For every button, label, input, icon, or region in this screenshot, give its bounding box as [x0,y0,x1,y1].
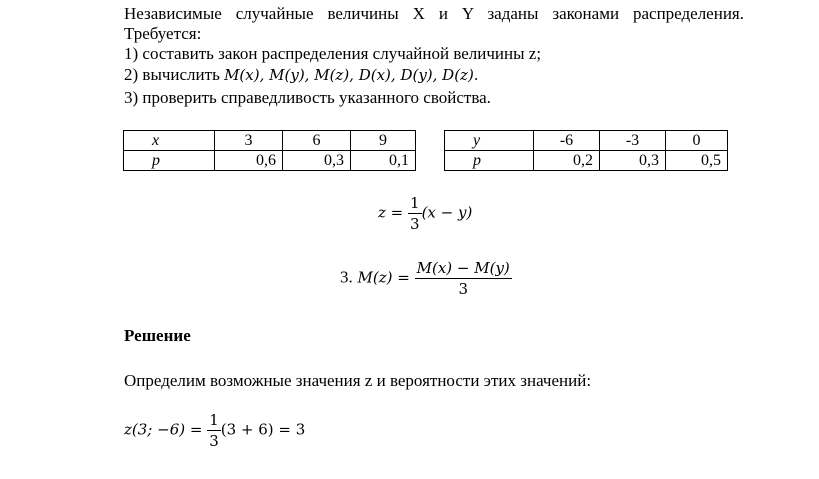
numerator: 1 [410,194,420,212]
table-cell: 9 [351,131,416,151]
table-row [445,151,728,171]
numerator: 1 [209,411,219,429]
task-2-prefix: 2) вычислить [124,65,225,84]
task-3: 3) проверить справедливость указанного свойства. [124,88,491,107]
table-cell: 3 [215,131,283,151]
table-cell: 0,3 [283,151,351,171]
fraction [415,258,512,299]
property-number: 3. [340,267,353,287]
table-row [124,131,416,151]
formula-lhs: z = [378,203,404,222]
formula-lhs: z(3; −6) = [124,420,203,439]
formula-z-definition [378,193,472,234]
distribution-table-x [123,130,416,171]
task-2 [124,65,479,85]
table-cell: 0,1 [351,151,416,171]
table-cell: p [124,151,215,171]
numerator: M(x) − M(y) [416,259,510,277]
table-cell: y [445,131,534,151]
table-cell: 0,2 [534,151,600,171]
formula-lhs: M(z) = [357,268,410,287]
denominator: 3 [410,215,420,233]
table-row [445,131,728,151]
denominator: 3 [458,280,468,298]
table-cell: x [124,131,215,151]
problem-statement-line-1: Независимые случайные величины X и Y заданы законами распределения. [124,4,744,23]
table-cell: 6 [283,131,351,151]
formula-property [340,258,512,299]
requirements-label: Требуется: [124,24,202,43]
solution-text: Определим возможные значения z и вероятности этих значений: [124,371,592,390]
distribution-table-y [444,130,728,171]
fraction [207,410,221,451]
solution-heading: Решение [124,326,191,345]
formula-rhs: (3 + 6) = 3 [220,420,306,439]
formula-rhs: (x − y) [421,203,473,222]
task-2-formulas: M(x), M(y), M(z), D(x), D(y), D(z). [224,66,479,84]
task-1: 1) составить закон распределения случайной величины z; [124,44,542,63]
fraction [408,193,422,234]
table-cell: 0 [666,131,728,151]
table-cell: 0,6 [215,151,283,171]
table-cell: p [445,151,534,171]
table-cell: -3 [600,131,666,151]
table-cell: -6 [534,131,600,151]
denominator: 3 [209,432,219,450]
table-cell: 0,3 [600,151,666,171]
table-row [124,151,416,171]
formula-z-value [124,410,305,451]
table-cell: 0,5 [666,151,728,171]
